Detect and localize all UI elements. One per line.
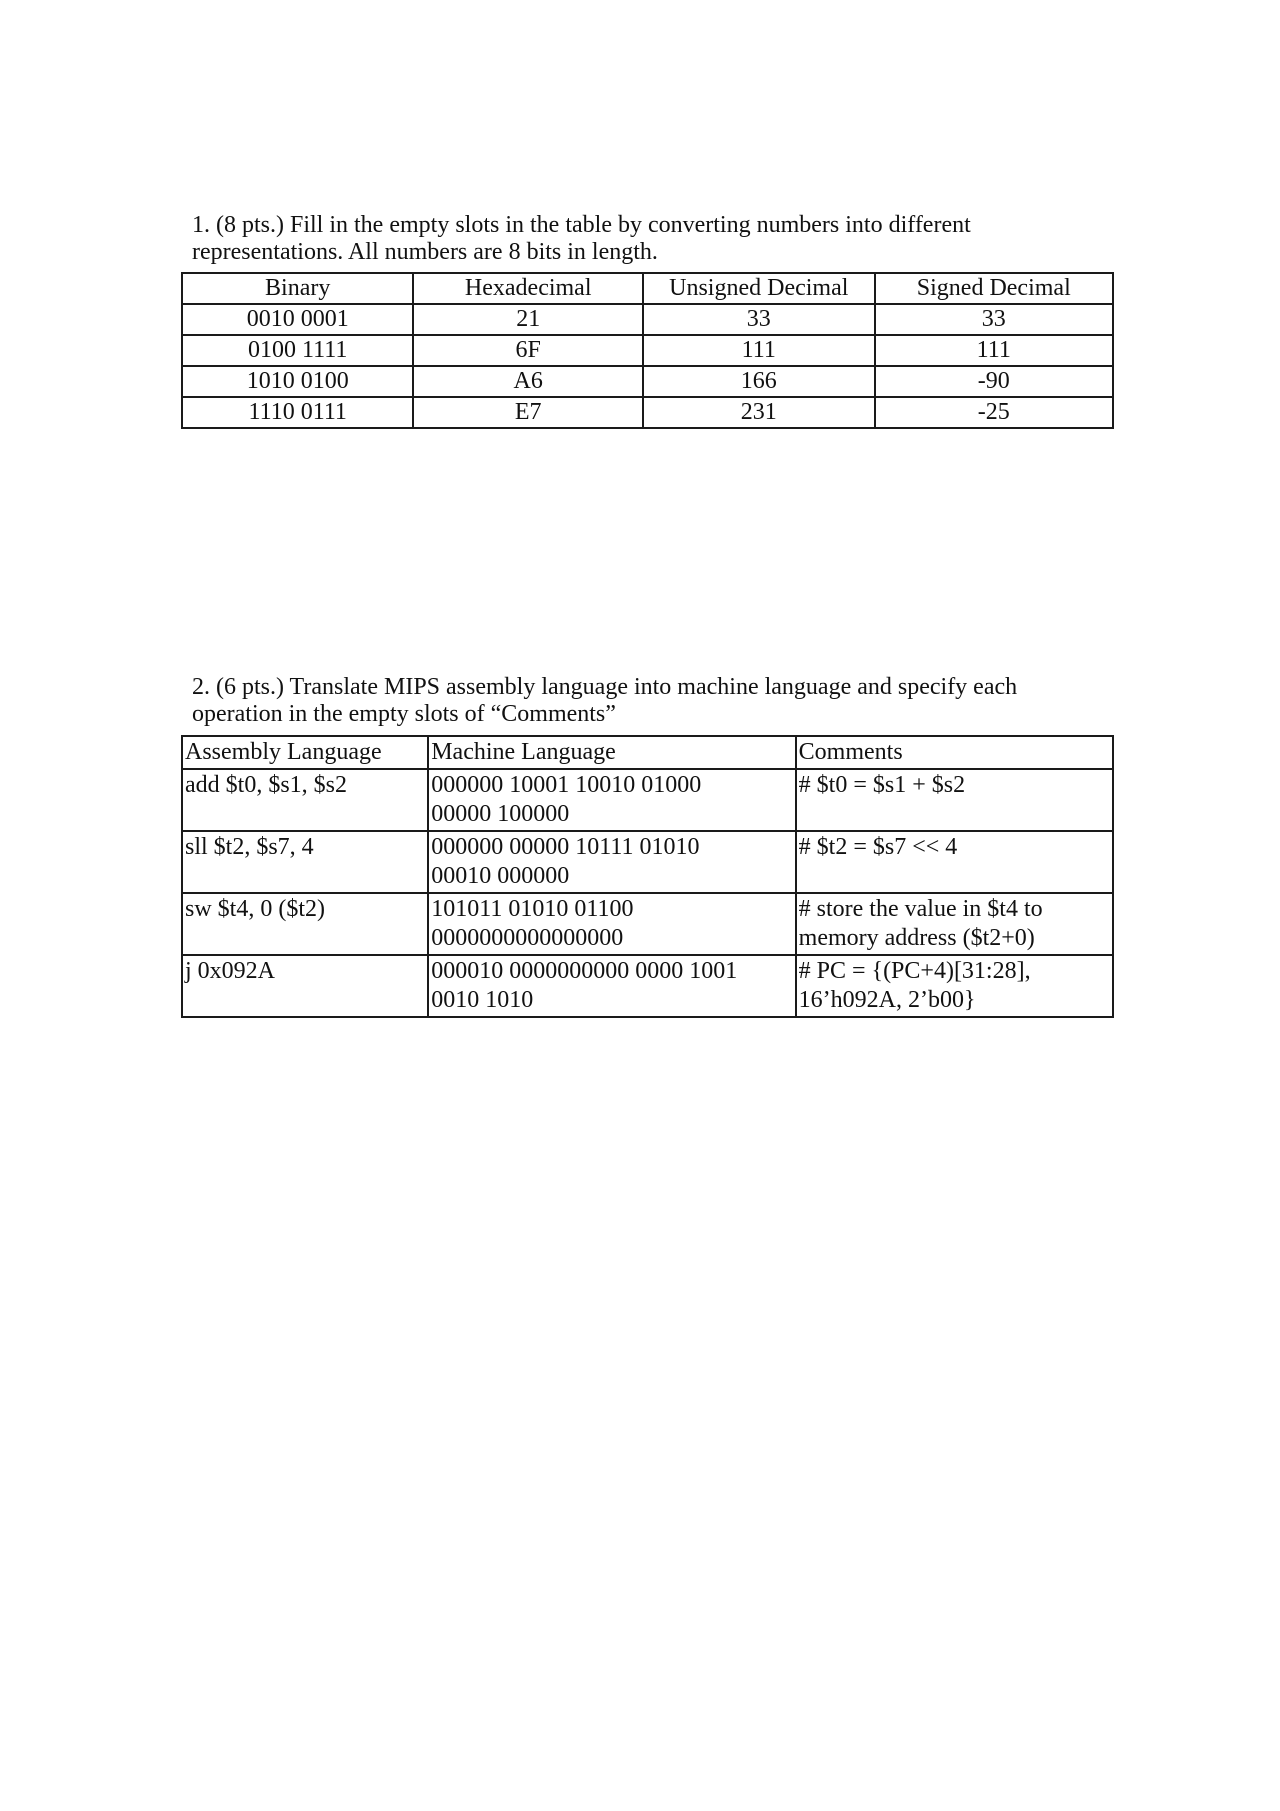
table-row (182, 397, 1113, 428)
table-header-row (182, 736, 1113, 769)
hex-cell: 6F (413, 335, 643, 366)
table-row (182, 366, 1113, 397)
signed-cell: -25 (875, 397, 1113, 428)
assembly-cell (182, 769, 428, 831)
machine-text-line: 0010 1010 (431, 987, 534, 1013)
assembly-text: sll $t2, $s7, 4 (185, 834, 314, 860)
table-row (182, 893, 1113, 955)
signed-cell: 33 (875, 304, 1113, 335)
signed-cell: 111 (875, 335, 1113, 366)
binary-cell: 0100 1111 (182, 335, 413, 366)
header-binary: Binary (182, 273, 413, 304)
machine-text-line: 000000 00000 10111 01010 (431, 834, 700, 860)
question-1-prompt-line-1: 1. (8 pts.) Fill in the empty slots in the table by converting numbers into different (192, 212, 971, 238)
table-row (182, 769, 1113, 831)
question-2-prompt (192, 674, 1092, 728)
question-1-prompt (192, 212, 1092, 266)
header-comments: Comments (796, 736, 1113, 769)
comment-cell (796, 893, 1113, 955)
binary-cell: 1110 0111 (182, 397, 413, 428)
unsigned-cell: 231 (643, 397, 875, 428)
unsigned-cell: 33 (643, 304, 875, 335)
signed-cell: -90 (875, 366, 1113, 397)
comment-text-line: # store the value in $t4 to (798, 896, 1043, 922)
machine-cell (428, 955, 795, 1017)
machine-text-line: 101011 01010 01100 (431, 896, 634, 922)
assembly-text: j 0x092A (185, 958, 275, 984)
header-signed-decimal: Signed Decimal (875, 273, 1113, 304)
header-hexadecimal: Hexadecimal (413, 273, 643, 304)
comment-cell (796, 955, 1113, 1017)
table-row (182, 335, 1113, 366)
assembly-cell (182, 955, 428, 1017)
machine-cell (428, 769, 795, 831)
machine-text-line: 00010 000000 (431, 863, 570, 889)
table-row (182, 831, 1113, 893)
comment-cell (796, 769, 1113, 831)
header-unsigned-decimal: Unsigned Decimal (643, 273, 875, 304)
question-1-prompt-line-2: representations. All numbers are 8 bits in length. (192, 239, 658, 265)
header-machine-language: Machine Language (428, 736, 795, 769)
assembly-text: add $t0, $s1, $s2 (185, 772, 347, 798)
question-2-prompt-line-1: 2. (6 pts.) Translate MIPS assembly language into machine language and specify each (192, 674, 1018, 700)
assembly-text: sw $t4, 0 ($t2) (185, 896, 325, 922)
comment-text-line: # PC = {(PC+4)[31:28], (798, 958, 1031, 984)
comment-cell (796, 831, 1113, 893)
comment-text-line: # $t2 = $s7 << 4 (798, 834, 958, 860)
hex-cell: A6 (413, 366, 643, 397)
machine-text-line: 0000000000000000 (431, 925, 624, 951)
header-assembly-language: Assembly Language (182, 736, 428, 769)
assembly-cell (182, 831, 428, 893)
machine-cell (428, 831, 795, 893)
table-row (182, 955, 1113, 1017)
machine-text-line: 000000 10001 10010 01000 (431, 772, 702, 798)
machine-cell (428, 893, 795, 955)
table-header-row (182, 273, 1113, 304)
unsigned-cell: 111 (643, 335, 875, 366)
hex-cell: 21 (413, 304, 643, 335)
mips-translation-table (181, 735, 1114, 1018)
question-2-prompt-line-2: operation in the empty slots of “Comments” (192, 701, 616, 727)
number-conversion-table (181, 272, 1114, 429)
comment-text-line: # $t0 = $s1 + $s2 (798, 772, 966, 798)
comment-text-line: memory address ($t2+0) (798, 925, 1035, 951)
machine-text-line: 000010 0000000000 0000 1001 (431, 958, 738, 984)
comment-text-line: 16’h092A, 2’b00} (798, 987, 976, 1013)
hex-cell: E7 (413, 397, 643, 428)
table-row (182, 304, 1113, 335)
binary-cell: 0010 0001 (182, 304, 413, 335)
machine-text-line: 00000 100000 (431, 801, 570, 827)
assembly-cell (182, 893, 428, 955)
binary-cell: 1010 0100 (182, 366, 413, 397)
unsigned-cell: 166 (643, 366, 875, 397)
